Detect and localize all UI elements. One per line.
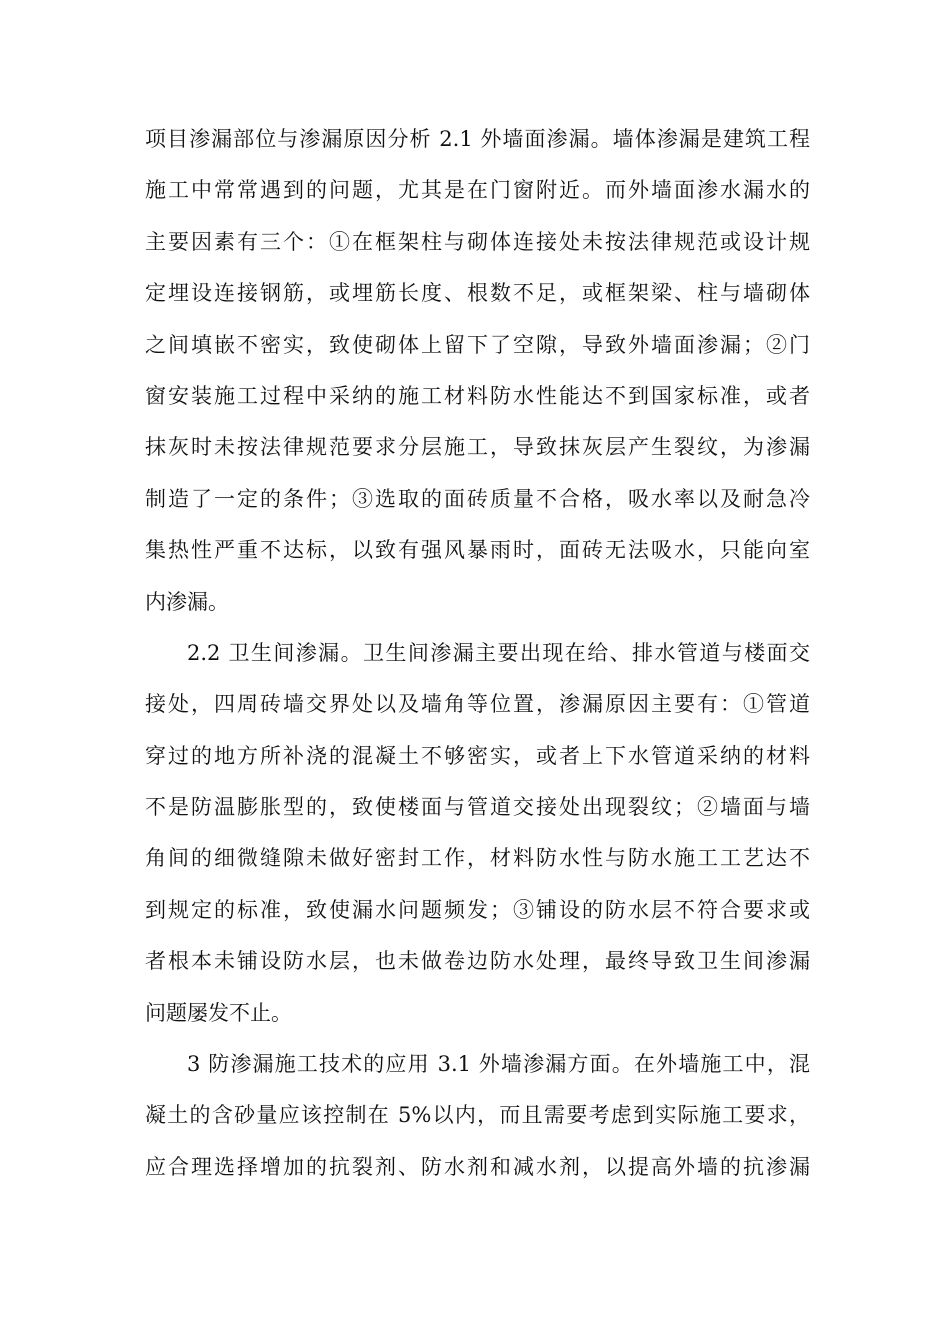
text-line: 定埋设连接钢筋，或埋筋长度、根数不足，或框架梁、柱与墙砌体 [145, 281, 810, 306]
text-line: 主要因素有三个：①在框架柱与砌体连接处未按法律规范或设计规 [145, 229, 810, 254]
paragraph-anti-leakage-technology [145, 1039, 810, 1193]
text-line: 接处，四周砖墙交界处以及墙角等位置，渗漏原因主要有：①管道 [145, 692, 810, 717]
text-line: 穿过的地方所补浇的混凝土不够密实，或者上下水管道采纳的材料 [145, 743, 810, 768]
text-line: 抹灰时未按法律规范要求分层施工，导致抹灰层产生裂纹，为渗漏 [145, 435, 810, 460]
paragraph-bathroom-leakage [145, 628, 810, 1039]
text-line: 制造了一定的条件；③选取的面砖质量不合格，吸水率以及耐急冷 [145, 486, 810, 511]
text-line: 集热性严重不达标，以致有强风暴雨时，面砖无法吸水，只能向室 [145, 538, 810, 563]
text-line: 不是防温膨胀型的，致使楼面与管道交接处出现裂纹；②墙面与墙 [145, 795, 810, 820]
text-line: 窗安装施工过程中采纳的施工材料防水性能达不到国家标准，或者 [145, 383, 810, 408]
text-line: 应合理选择增加的抗裂剂、防水剂和减水剂，以提高外墙的抗渗漏 [145, 1154, 810, 1179]
paragraph-exterior-wall-leakage [145, 114, 810, 628]
document-body [145, 114, 810, 1193]
text-line: 施工中常常遇到的问题，尤其是在门窗附近。而外墙面渗水漏水的 [145, 178, 810, 203]
text-line: 之间填嵌不密实，致使砌体上留下了空隙，导致外墙面渗漏；②门 [145, 332, 810, 357]
text-line: 2.2 卫生间渗漏。卫生间渗漏主要出现在给、排水管道与楼面交 [187, 640, 810, 665]
text-line: 凝土的含砂量应该控制在 5%以内，而且需要考虑到实际施工要求， [145, 1103, 810, 1128]
text-line: 问题屡发不止。 [145, 1000, 292, 1025]
text-line: 者根本未铺设防水层，也未做卷边防水处理，最终导致卫生间渗漏 [145, 949, 810, 974]
text-line: 角间的细微缝隙未做好密封工作，材料防水性与防水施工工艺达不 [145, 846, 810, 871]
text-line: 项目渗漏部位与渗漏原因分析 2.1 外墙面渗漏。墙体渗漏是建筑工程 [145, 127, 810, 151]
text-line: 内渗漏。 [145, 589, 229, 614]
text-line: 到规定的标准，致使漏水问题频发；③铺设的防水层不符合要求或 [145, 897, 810, 922]
text-line: 3 防渗漏施工技术的应用 3.1 外墙渗漏方面。在外墙施工中，混 [187, 1052, 810, 1077]
